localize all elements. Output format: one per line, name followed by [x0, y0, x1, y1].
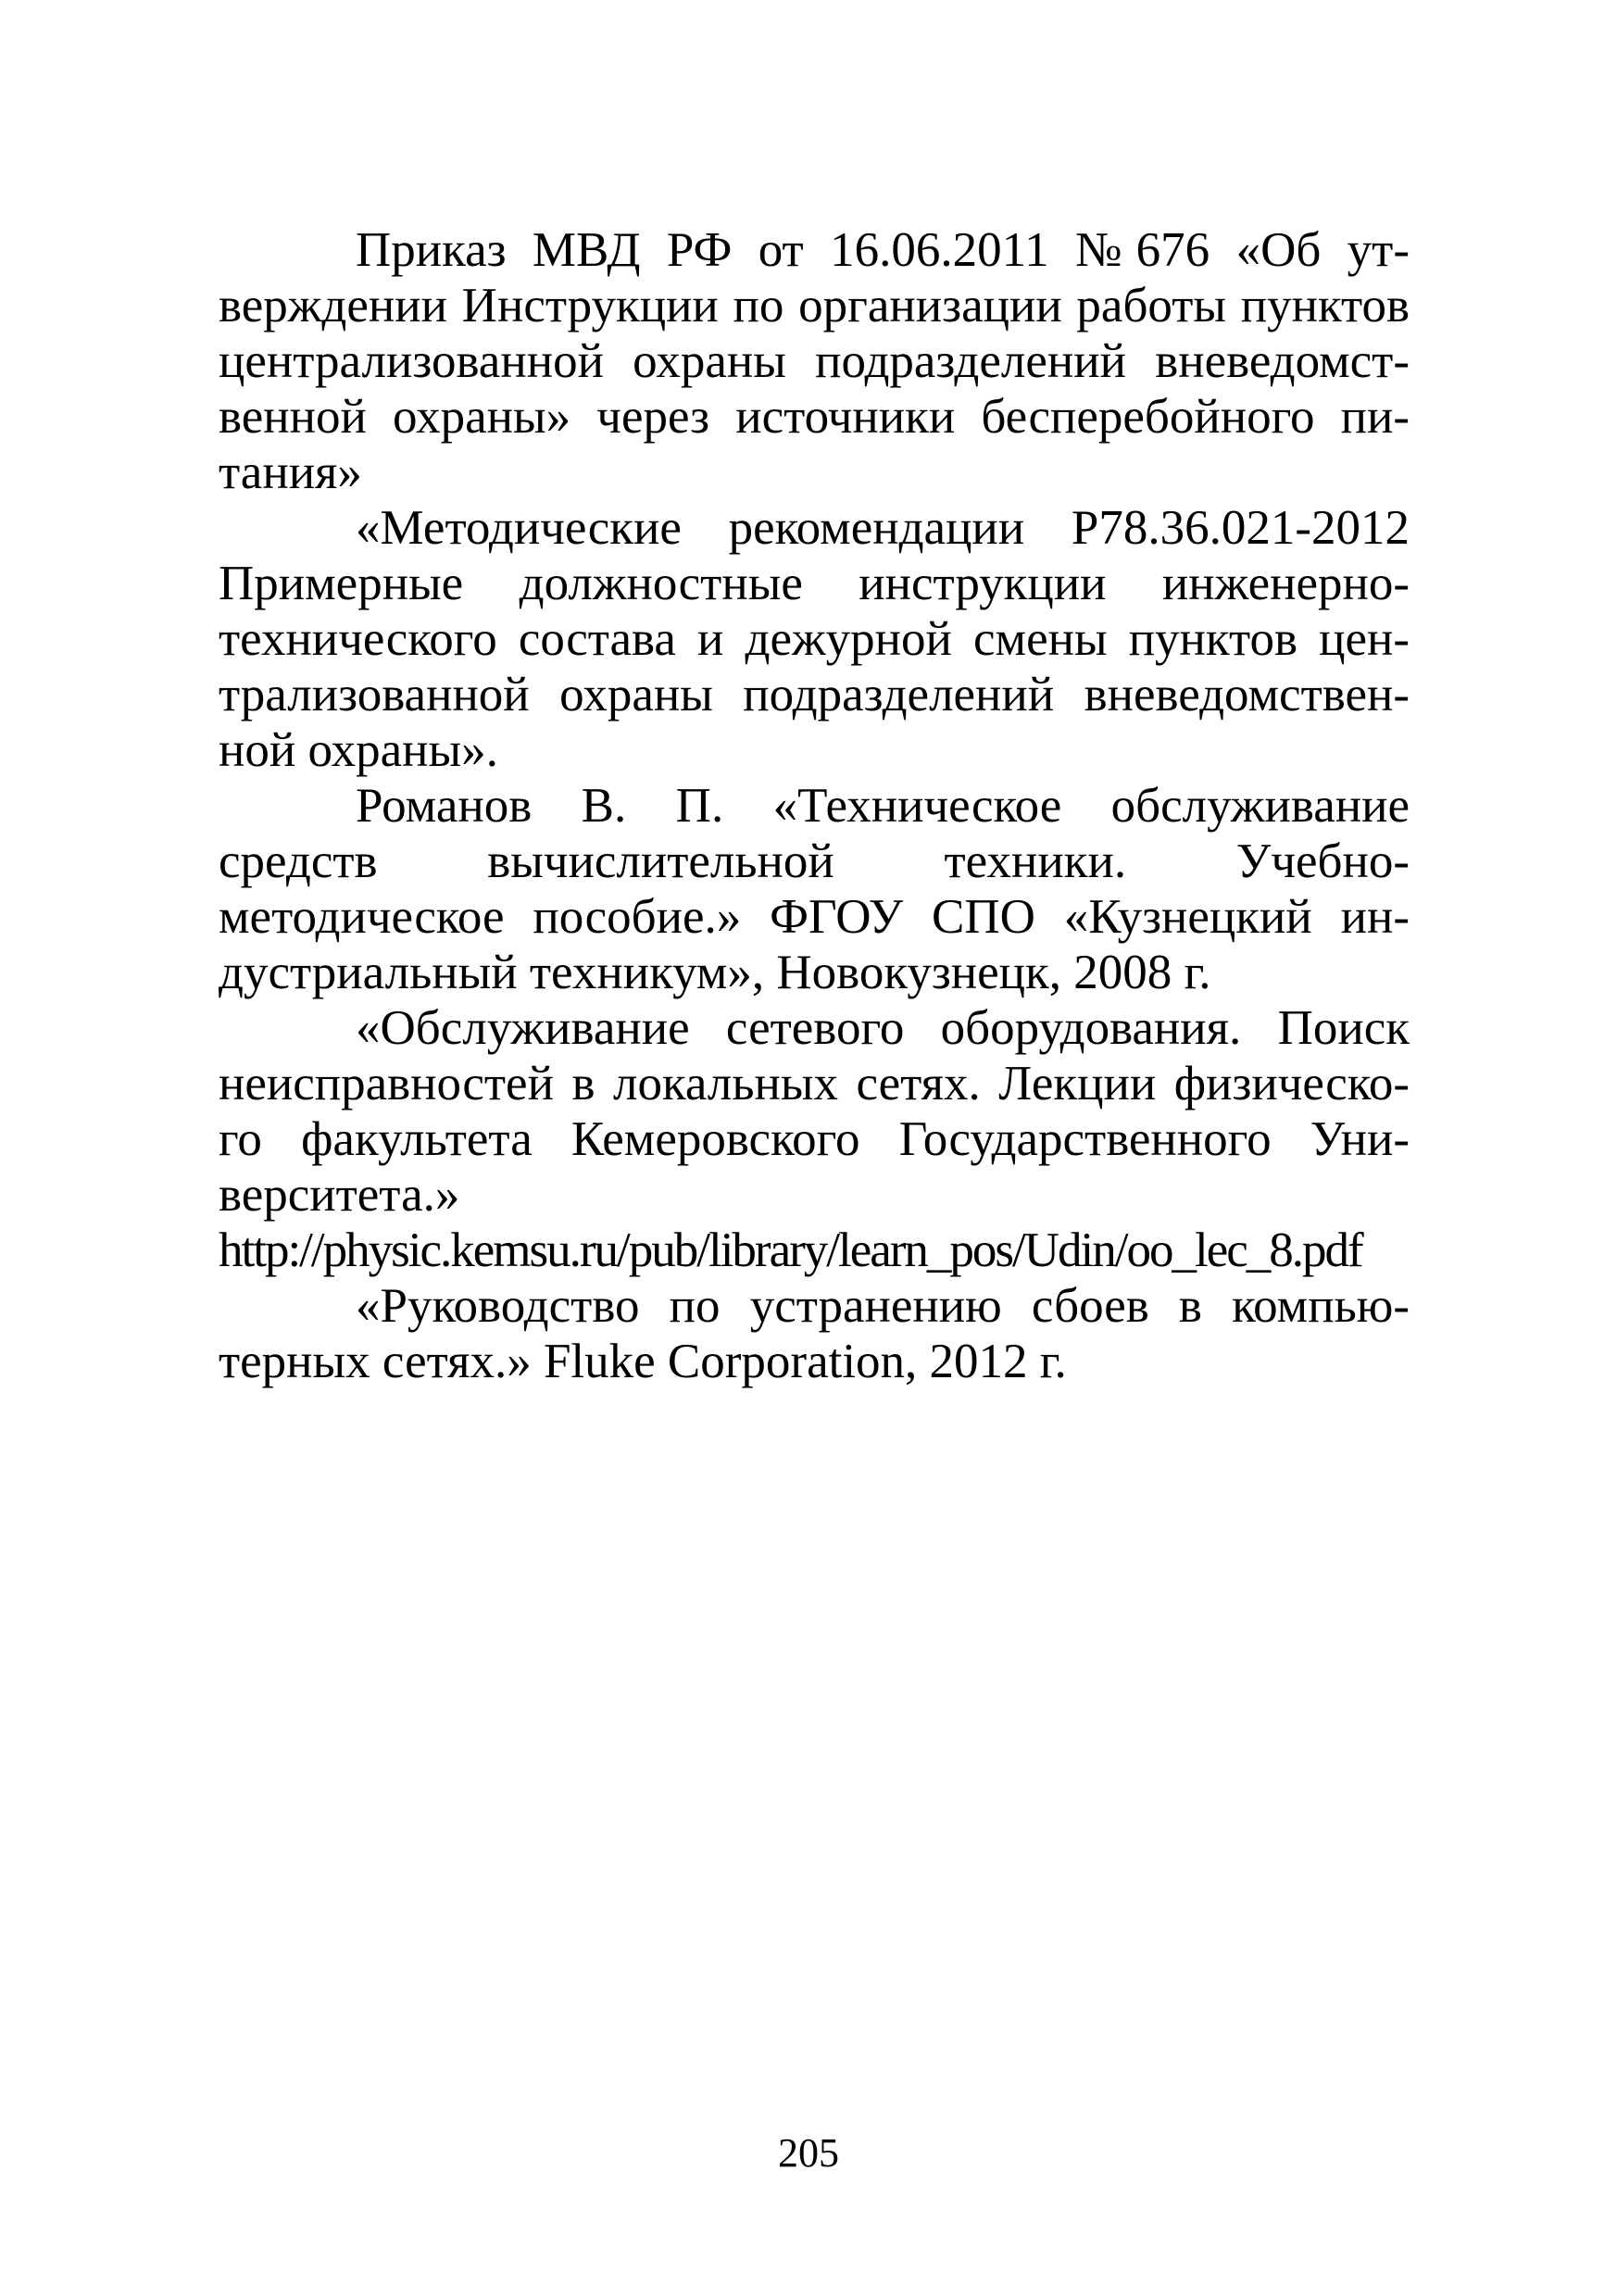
- entry-5-line-1: «Руководство по устранению сбоев в компью-: [356, 1279, 1410, 1333]
- entry-3-line-2: средств вычислительной техники. Учебно-: [219, 834, 1410, 888]
- entry-3-line-1: Романов В. П. «Техническое обслуживание: [356, 779, 1410, 833]
- entry-2-line-4: трализованной охраны подразделений вневедомствен-: [219, 668, 1410, 721]
- entry-1-line-4: венной охраны» через источники бесперебойного пи-: [219, 390, 1410, 444]
- entry-2-line-2: Примерные должностные инструкции инженерно-: [219, 557, 1410, 610]
- entry-2-line-1: «Методические рекомендации Р78.36.021-2012: [356, 501, 1410, 555]
- entry-1-line-1: Приказ МВД РФ от 16.06.2011 №676 «Об ут-: [356, 223, 1410, 277]
- entry-5-line-2: терных сетях.» Fluke Corporation, 2012 г.: [219, 1335, 1067, 1388]
- entry-4-line-3: го факультета Кемеровского Государственного Уни-: [219, 1112, 1410, 1166]
- entry-3-line-4: дустриальный техникум», Новокузнецк, 2008 г.: [219, 946, 1211, 999]
- entry-4-url: http://physic.kemsu.ru/pub/library/learn_pos/Udin/oo_lec_8.pdf: [219, 1223, 1362, 1277]
- entry-2-line-5: ной охраны».: [219, 723, 498, 777]
- entry-4-line-4: верситета.»: [219, 1168, 460, 1222]
- entry-1-line-5: тания»: [219, 445, 362, 499]
- entry-1-line-2: верждении Инструкции по организации работы пунктов: [219, 279, 1410, 332]
- entry-2-line-3: технического состава и дежурной смены пунктов цен-: [219, 612, 1410, 666]
- entry-4-line-2: неисправностей в локальных сетях. Лекции физическо-: [219, 1057, 1410, 1110]
- entry-3-line-3: методическое пособие.» ФГОУ СПО «Кузнецкий ин-: [219, 890, 1410, 944]
- page-number: 205: [778, 2130, 839, 2176]
- entry-4-line-1: «Обслуживание сетевого оборудования. Поиск: [356, 1001, 1410, 1055]
- entry-1-line-3: централизованной охраны подразделений вневедомст-: [219, 334, 1410, 388]
